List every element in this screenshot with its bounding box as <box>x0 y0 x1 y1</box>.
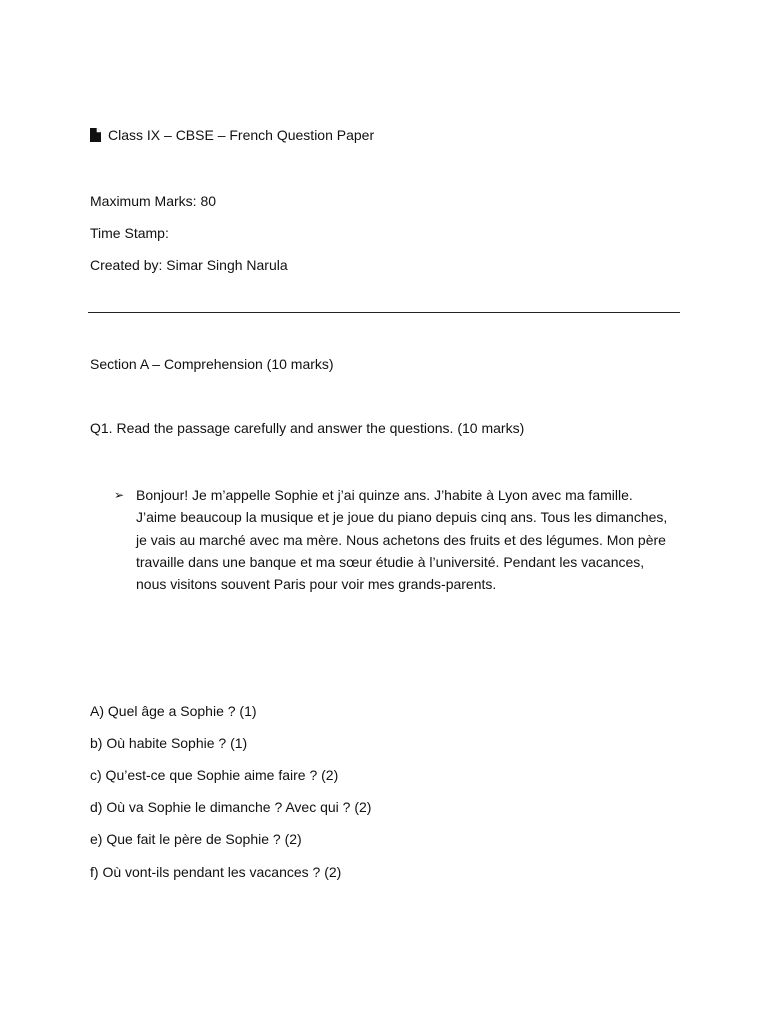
subquestion-a: A) Quel âge a Sophie ? (1) <box>90 703 257 719</box>
subquestion-b: b) Où habite Sophie ? (1) <box>90 735 248 751</box>
horizontal-divider <box>88 312 680 313</box>
created-by: Created by: Simar Singh Narula <box>90 257 288 273</box>
page-title-text: Class IX – CBSE – French Question Paper <box>108 127 375 143</box>
question-title: Q1. Read the passage carefully and answer the questions. (10 marks) <box>90 420 525 436</box>
page-title <box>90 127 374 143</box>
arrow-bullet-icon: ➢ <box>114 488 125 502</box>
subquestion-c: c) Qu’est-ce que Sophie aime faire ? (2) <box>90 767 339 783</box>
passage-item <box>114 484 674 595</box>
section-title: Section A – Comprehension (10 marks) <box>90 356 334 372</box>
subquestion-f: f) Où vont-ils pendant les vacances ? (2) <box>90 864 342 880</box>
subquestion-d: d) Où va Sophie le dimanche ? Avec qui ? (2) <box>90 799 372 815</box>
passage-text: Bonjour! Je m’appelle Sophie et j’ai quinze ans. J’habite à Lyon avec ma famille. J’aime beaucoup la musique et je joue du piano depuis cinq ans. Tous les dimanches, je vais au marché avec ma mère. Nous achetons des fruits et des légumes. Mon père travaille dans une banque et ma sœur étudie à l’université. Pendant les vacances, nous visitons souvent Paris pour voir mes grands-parents. <box>136 487 668 593</box>
document-icon <box>90 128 103 143</box>
maximum-marks: Maximum Marks: 80 <box>90 193 217 209</box>
time-stamp: Time Stamp: <box>90 225 169 241</box>
subquestion-e: e) Que fait le père de Sophie ? (2) <box>90 831 302 847</box>
